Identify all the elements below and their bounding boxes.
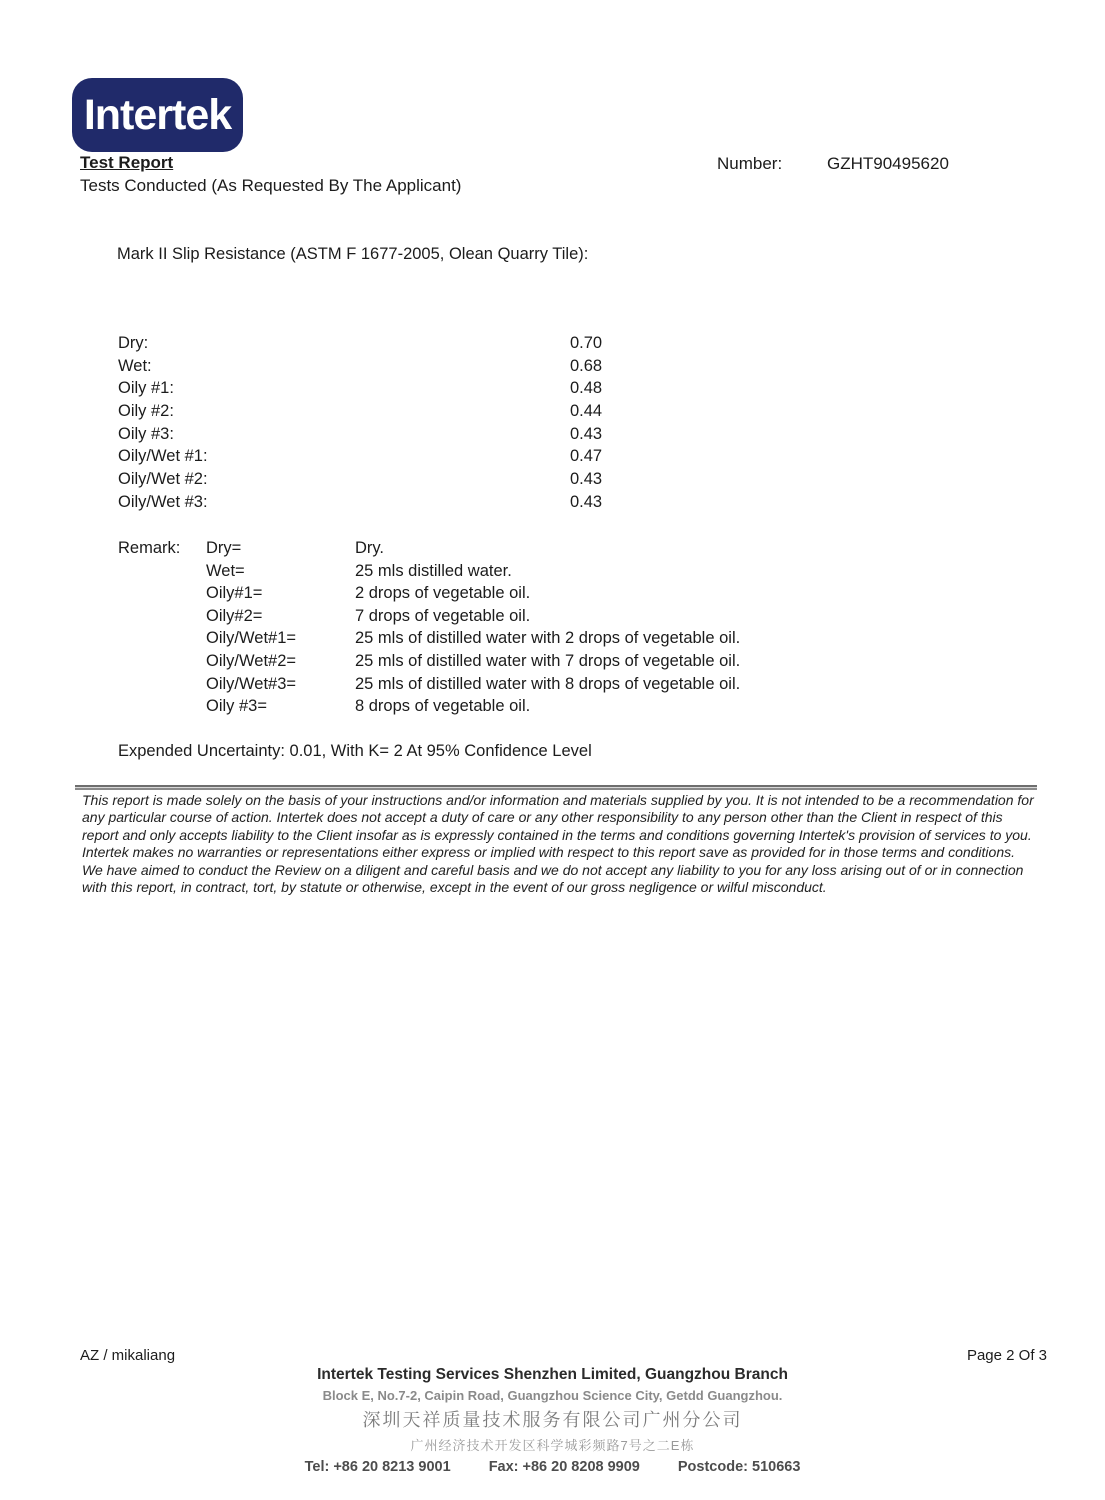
- uncertainty-statement: Expended Uncertainty: 0.01, With K= 2 At 95% Confidence Level: [118, 742, 592, 760]
- intertek-logo: [72, 78, 243, 152]
- footer-company-name: Intertek Testing Services Shenzhen Limited, Guangzhou Branch: [317, 1366, 788, 1383]
- result-value: 0.48: [570, 379, 603, 398]
- result-row: [118, 379, 738, 402]
- result-value: 0.70: [570, 334, 603, 352]
- remark-row: [118, 629, 918, 652]
- result-label: Oily/Wet #2:: [118, 470, 208, 489]
- disclaimer-text: This report is made solely on the basis of your instructions and/or information and materials supplied by you. It is not intended to be a recommendation for any particular course of action. Intertek does not accept a duty of care or any other responsibility to any person other than the Client in respect of this report and only accepts liability to the Client insofar as is expressly contained in the terms and conditions governing Intertek's provision of services to you. Intertek makes no warranties or representations either express or implied with respect to this report save as provided for in those terms and conditions. We have aimed to conduct the Review on a diligent and careful basis and we do not accept any liability to you for any loss arising out of or in connection with this report, in contract, tort, by statute or otherwise, except in the event of our gross negligence or wilful misconduct.: [82, 792, 1034, 896]
- remark-term: Oily #3=: [206, 697, 267, 716]
- remark-term: Oily#1=: [206, 584, 263, 603]
- remark-term: Oily/Wet#2=: [206, 651, 297, 670]
- remark-term: Oily/Wet#1=: [206, 629, 297, 648]
- footer-contact-line: [0, 1459, 1105, 1475]
- result-value: 0.43: [570, 470, 603, 489]
- remark-heading: Remark:: [118, 539, 181, 557]
- report-number-label: Number:: [717, 154, 783, 173]
- footer-postcode: Postcode: 510663: [677, 1459, 801, 1475]
- remark-definition: 25 mls of distilled water with 7 drops of vegetable oil.: [355, 651, 741, 670]
- remark-row: [118, 675, 918, 698]
- result-value: 0.43: [570, 424, 603, 443]
- result-value: 0.43: [570, 492, 603, 511]
- remark-row: [118, 584, 918, 607]
- remark-row: [118, 539, 918, 562]
- remark-term: Oily/Wet#3=: [206, 674, 297, 693]
- footer-company-name-chinese: 深圳天祥质量技术服务有限公司广州分公司: [362, 1410, 743, 1430]
- remark-definition: 7 drops of vegetable oil.: [355, 606, 531, 625]
- result-row: [118, 447, 738, 470]
- remark-definition: Dry.: [355, 539, 385, 557]
- result-row: [118, 334, 738, 357]
- footer-fax: Fax: +86 20 8208 9909: [488, 1459, 640, 1475]
- report-subtitle: Tests Conducted (As Requested By The Applicant): [80, 176, 462, 195]
- footer-address-english: Block E, No.7-2, Caipin Road, Guangzhou Science City, Getdd Guangzhou.: [322, 1388, 783, 1403]
- result-label: Wet:: [118, 356, 152, 375]
- result-label: Oily #2:: [118, 402, 174, 421]
- remark-term: Wet=: [206, 561, 245, 580]
- remark-definition: 25 mls of distilled water with 8 drops of vegetable oil.: [355, 674, 741, 693]
- result-label: Oily/Wet #3:: [118, 492, 208, 511]
- result-label: Oily #1:: [118, 379, 174, 398]
- separator-rule: [75, 785, 1037, 790]
- results-list: [118, 334, 738, 516]
- remark-definition: 8 drops of vegetable oil.: [355, 697, 531, 716]
- footer-block: [0, 1366, 1105, 1475]
- footer-author: AZ / mikaliang: [80, 1347, 176, 1364]
- result-label: Dry:: [118, 334, 149, 352]
- remark-row: [118, 562, 918, 585]
- result-row: [118, 425, 738, 448]
- result-value: 0.44: [570, 402, 603, 421]
- result-row: [118, 402, 738, 425]
- remarks-block: [118, 539, 918, 720]
- report-number-value: GZHT90495620: [827, 154, 949, 173]
- remark-term: Dry=: [206, 539, 242, 557]
- footer-address-chinese: 广州经济技术开发区科学城彩频路7号之二E栋: [410, 1438, 695, 1453]
- result-label: Oily/Wet #1:: [118, 447, 208, 466]
- test-heading: Mark II Slip Resistance (ASTM F 1677-2005, Olean Quarry Tile):: [117, 245, 589, 263]
- result-value: 0.68: [570, 356, 603, 375]
- result-value: 0.47: [570, 447, 603, 466]
- remark-row: [118, 697, 918, 720]
- remark-row: [118, 607, 918, 630]
- result-row: [118, 357, 738, 380]
- remark-definition: 25 mls distilled water.: [355, 561, 512, 580]
- report-title: Test Report: [80, 153, 174, 172]
- footer-page-number: Page 2 Of 3: [966, 1347, 1047, 1364]
- remark-row: [118, 652, 918, 675]
- remark-definition: 25 mls of distilled water with 2 drops of vegetable oil.: [355, 629, 741, 648]
- remark-definition: 2 drops of vegetable oil.: [355, 584, 531, 603]
- footer-tel: Tel: +86 20 8213 9001: [304, 1459, 451, 1475]
- intertek-logo-text: Intertek: [83, 90, 232, 139]
- result-row: [118, 493, 738, 516]
- result-row: [118, 470, 738, 493]
- remark-term: Oily#2=: [206, 606, 263, 625]
- result-label: Oily #3:: [118, 424, 174, 443]
